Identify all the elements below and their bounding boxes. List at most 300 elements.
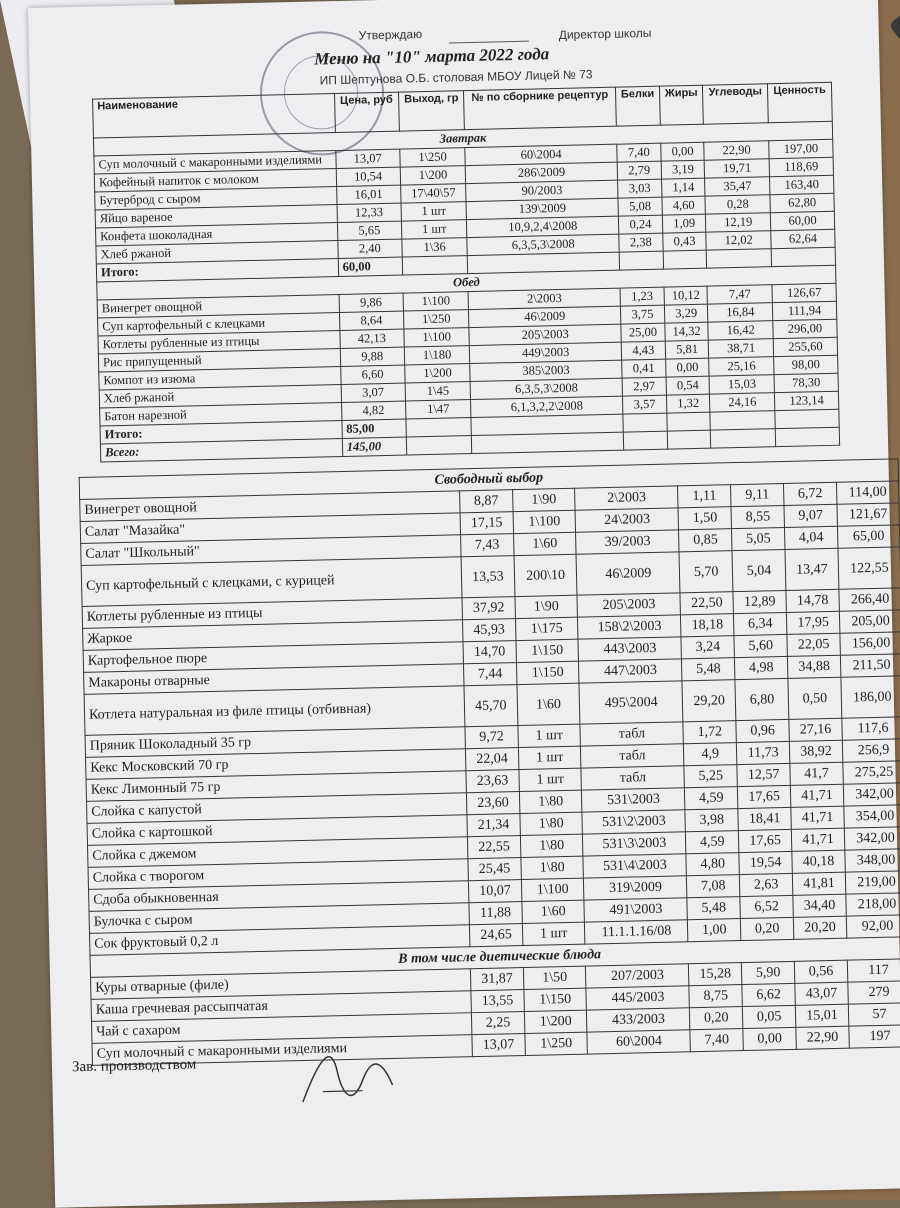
value-cell: 18,41 (738, 807, 791, 830)
value-cell: 0,43 (663, 232, 707, 251)
value-cell: 11.1.1.16/08 (585, 920, 688, 944)
value-cell: 23,60 (466, 792, 519, 815)
footer-label: Зав. производством (71, 1056, 197, 1076)
value-cell: 60\2004 (465, 144, 617, 165)
empty-cell (775, 409, 839, 428)
value-cell: 3,07 (341, 383, 405, 402)
value-cell: 1\200 (400, 166, 466, 185)
value-cell: 17\40\57 (400, 184, 466, 203)
menu-sheet (28, 0, 900, 1208)
dish-name: Котлеты рубленные из птицы (98, 331, 340, 354)
value-cell: 7,47 (707, 285, 772, 304)
value-cell: 35,47 (705, 177, 770, 196)
dish-name: Слойка с джемом (88, 837, 468, 868)
value-cell: 5,81 (665, 340, 709, 359)
value-cell: 41,71 (790, 784, 843, 807)
column-header: Углеводы (703, 84, 769, 124)
value-cell: 123,14 (775, 391, 839, 410)
dish-name: Булочка с сыром (89, 903, 469, 934)
value-cell: 342,00 (844, 827, 900, 850)
value-cell: 16,84 (708, 303, 773, 322)
value-cell: 200\10 (514, 554, 577, 596)
value-cell: 45,93 (462, 619, 515, 642)
main-menu-table (92, 82, 840, 463)
value-cell: 3,57 (622, 395, 666, 414)
value-cell: 13,07 (472, 1033, 525, 1056)
value-cell: 447\2003 (579, 659, 682, 683)
total-label: Итого: (96, 259, 338, 282)
value-cell: 12,02 (706, 231, 771, 250)
value-cell: 1,23 (620, 287, 664, 306)
value-cell: 4,60 (662, 196, 706, 215)
dish-name: Макароны отварные (84, 664, 464, 695)
value-cell: 156,00 (840, 632, 900, 655)
value-cell: 22,90 (704, 141, 769, 160)
column-header: Наименование (93, 94, 336, 138)
value-cell: 4,59 (686, 831, 739, 854)
value-cell: 433/2003 (587, 1008, 690, 1032)
signature-scribble (292, 1040, 404, 1112)
value-cell: 12,89 (733, 590, 786, 613)
value-cell: 1\100 (404, 328, 470, 347)
column-header: Выход, гр (398, 91, 465, 131)
value-cell: 218,00 (846, 893, 900, 916)
value-cell: 42,13 (340, 329, 404, 348)
dish-name: Слойка с картошкой (87, 815, 467, 846)
value-cell: 1\250 (403, 310, 469, 329)
value-cell: 5,48 (682, 658, 735, 681)
value-cell: 531\2\2003 (582, 810, 685, 834)
empty-cell (619, 251, 663, 270)
value-cell: 3,19 (661, 160, 705, 179)
value-cell: 2,25 (471, 1012, 524, 1035)
dish-name: Винегрет овощной (97, 295, 339, 318)
value-cell: 24,65 (469, 924, 522, 947)
value-cell: 41,71 (791, 828, 844, 851)
value-cell: 114,00 (836, 481, 899, 504)
value-cell: 0,00 (661, 142, 705, 161)
value-cell: 7,40 (690, 1029, 743, 1052)
value-cell: 16,42 (708, 321, 773, 340)
value-cell: 1\200 (404, 364, 470, 383)
value-cell: 46\2009 (576, 552, 680, 595)
empty-cell (710, 411, 775, 430)
value-cell: 2\2003 (575, 486, 678, 510)
value-cell: 17,65 (738, 785, 791, 808)
dish-name: Суп молочный с макаронными изделиями (92, 1035, 472, 1066)
value-cell: 6,62 (742, 983, 795, 1006)
value-cell: 495\2004 (579, 681, 683, 724)
value-cell: 8,87 (460, 490, 513, 513)
value-cell: 4,9 (684, 743, 737, 766)
value-cell: 6,60 (340, 365, 404, 384)
value-cell: 1\100 (521, 878, 584, 901)
value-cell: 9,11 (731, 483, 784, 506)
dish-name: Хлеб ржаной (96, 241, 338, 264)
value-cell: 40,18 (792, 850, 845, 873)
dish-name: Кекс Московский 70 гр (86, 749, 466, 780)
value-cell: 15,01 (795, 1004, 848, 1027)
value-cell: 1\90 (512, 488, 575, 511)
value-cell: 39/2003 (576, 530, 679, 554)
empty-cell (663, 250, 707, 269)
value-cell: 2,97 (622, 377, 666, 396)
signature-line (448, 23, 528, 44)
empty-cell (472, 432, 624, 453)
empty-cell (406, 436, 472, 455)
dish-name: Суп картофельный с клецками (98, 313, 340, 336)
value-cell: 1 шт (518, 746, 581, 769)
value-cell: 8,55 (731, 505, 784, 528)
column-header: Цена, руб (334, 92, 399, 132)
value-cell: 9,86 (339, 293, 403, 312)
value-cell: 1 шт (518, 724, 581, 747)
value-cell: 10,12 (664, 286, 708, 305)
value-cell: 4,82 (341, 401, 405, 420)
value-cell: 266,40 (839, 588, 900, 611)
value-cell: 1\45 (405, 382, 471, 401)
value-cell: 2\2003 (468, 288, 620, 309)
value-cell: 158\2\2003 (578, 615, 681, 639)
dish-name: Сок фруктовый 0,2 л (90, 925, 470, 956)
column-header: Ценность (768, 82, 833, 122)
column-header: Белки (615, 86, 660, 126)
value-cell: 45,70 (464, 685, 518, 727)
empty-cell (667, 430, 711, 449)
value-cell: 22,50 (680, 592, 733, 615)
value-cell: 4,04 (785, 526, 838, 549)
value-cell: 11,88 (469, 902, 522, 925)
value-cell: 205\2003 (577, 593, 680, 617)
value-cell: 0,96 (736, 719, 789, 742)
value-cell: 1\36 (402, 238, 468, 257)
value-cell: 37,92 (462, 597, 515, 620)
value-cell: 1,32 (666, 394, 710, 413)
value-cell: 0,54 (666, 376, 710, 395)
value-cell: 7,40 (617, 143, 661, 162)
value-cell: 60,00 (770, 211, 834, 230)
dish-name: Суп молочный с макаронными изделиями (94, 151, 336, 174)
value-cell: 443\2003 (578, 637, 681, 661)
value-cell: 13,07 (336, 149, 400, 168)
value-cell: 15,28 (689, 963, 742, 986)
value-cell: 531\3\2003 (583, 832, 686, 856)
value-cell: 18,18 (681, 614, 734, 637)
value-cell: 24,16 (710, 393, 775, 412)
dish-name: Кекс Лимонный 75 гр (86, 771, 466, 802)
value-cell: 0,85 (679, 529, 732, 552)
value-cell: 25,45 (468, 858, 521, 881)
value-cell: 296,00 (773, 319, 837, 338)
value-cell: 1 шт (401, 220, 467, 239)
value-cell: 0,24 (618, 215, 662, 234)
section-title: Завтрак (93, 121, 832, 156)
value-cell: 117,6 (842, 717, 900, 740)
value-cell: 19,71 (705, 159, 770, 178)
dish-name: Котлета натуральная из филе птицы (отбивная) (84, 686, 465, 736)
value-cell: 65,00 (837, 525, 900, 548)
dish-name: Батон нарезной (100, 402, 342, 425)
value-cell: 13,47 (785, 548, 839, 590)
dish-name: Слойка с капустой (87, 793, 467, 824)
dish-name: Чай с сахаром (92, 1013, 472, 1044)
value-cell: 1\80 (521, 856, 584, 879)
value-cell: 207/2003 (586, 964, 689, 988)
value-cell: 8,75 (689, 985, 742, 1008)
value-cell: 2,63 (740, 873, 793, 896)
dish-name: Пряник Шоколадный 35 гр (85, 727, 465, 758)
value-cell: 5,25 (684, 765, 737, 788)
value-cell: 12,57 (737, 763, 790, 786)
value-cell: 1\180 (404, 346, 470, 365)
value-cell: 0,41 (622, 359, 666, 378)
value-cell: 139\2009 (466, 198, 618, 219)
value-cell: 449\2003 (470, 342, 622, 363)
value-cell: 445/2003 (586, 986, 689, 1010)
value-cell: 0,56 (794, 960, 847, 983)
value-cell: 90/2003 (466, 180, 618, 201)
section-title: Обед (97, 265, 836, 300)
dish-name: Салат "Школьный" (81, 535, 461, 566)
empty-cell (402, 256, 468, 275)
total-value: 85,00 (342, 419, 406, 438)
value-cell: 219,00 (845, 871, 900, 894)
value-cell: 31,87 (470, 968, 523, 991)
value-cell: 122,55 (838, 547, 900, 589)
value-cell: 20,20 (793, 916, 846, 939)
value-cell: 41,7 (790, 762, 843, 785)
value-cell: 57 (848, 1003, 900, 1026)
value-cell: 17,15 (460, 512, 513, 535)
value-cell: 1\200 (524, 1010, 587, 1033)
value-cell: 5,60 (734, 634, 787, 657)
value-cell: 17,95 (786, 611, 839, 634)
free-choice-table (79, 458, 900, 1065)
value-cell: 3,75 (620, 305, 664, 324)
value-cell: 111,94 (772, 301, 836, 320)
value-cell: 2,38 (619, 233, 663, 252)
value-cell: 11,73 (737, 741, 790, 764)
value-cell: 348,00 (845, 849, 900, 872)
value-cell: 38,71 (709, 339, 774, 358)
value-cell: 1,00 (688, 919, 741, 942)
value-cell: 19,54 (739, 851, 792, 874)
value-cell: 385\2003 (470, 360, 622, 381)
dish-name: Картофельное пюре (83, 642, 463, 673)
value-cell: 78,30 (774, 373, 838, 392)
value-cell: 126,67 (772, 283, 836, 302)
value-cell: 6,3,5,3\2008 (467, 234, 619, 255)
value-cell: 205\2003 (469, 324, 621, 345)
value-cell: табл (581, 744, 684, 768)
dish-name: Хлеб ржаной (99, 384, 341, 407)
value-cell: 1 шт (401, 202, 467, 221)
value-cell: 1,11 (678, 485, 731, 508)
value-cell: 1\150 (516, 661, 579, 684)
empty-cell (775, 427, 839, 446)
value-cell: 197,00 (769, 139, 833, 158)
value-cell: 10,07 (468, 880, 521, 903)
value-cell: 5,90 (742, 961, 795, 984)
value-cell: 2,40 (338, 239, 402, 258)
value-cell: 0,20 (690, 1007, 743, 1030)
empty-cell (707, 249, 772, 268)
value-cell: 46\2009 (469, 306, 621, 327)
value-cell: 1\80 (520, 812, 583, 835)
value-cell: 24\2003 (575, 508, 678, 532)
empty-cell (771, 247, 835, 266)
value-cell: 1,09 (662, 214, 706, 233)
value-cell: 21,34 (467, 814, 520, 837)
value-cell: табл (580, 722, 683, 746)
column-header: № по сборнике рецептур (464, 87, 616, 129)
value-cell: 531\2003 (582, 788, 685, 812)
dish-name: Котлеты рубленные из птицы (82, 598, 462, 629)
value-cell: 15,03 (709, 375, 774, 394)
value-cell: 3,29 (664, 304, 708, 323)
value-cell: 319\2009 (584, 876, 687, 900)
value-cell: 3,24 (681, 636, 734, 659)
value-cell: 342,00 (843, 783, 900, 806)
value-cell: 205,00 (839, 610, 900, 633)
value-cell: 22,55 (467, 836, 520, 859)
value-cell: 9,72 (465, 726, 518, 749)
value-cell: 16,01 (336, 185, 400, 204)
value-cell: 13,55 (471, 990, 524, 1013)
dish-name: Каша гречневая рассыпчатая (91, 991, 471, 1022)
value-cell: 14,78 (786, 589, 839, 612)
value-cell: 6,72 (784, 482, 837, 505)
value-cell: 6,52 (740, 895, 793, 918)
value-cell: 4,43 (621, 341, 665, 360)
section-title: Свободный выбор (79, 459, 898, 500)
value-cell: 163,40 (770, 175, 834, 194)
value-cell: 5,08 (618, 197, 662, 216)
value-cell: 211,50 (840, 654, 900, 677)
value-cell: 0,20 (741, 917, 794, 940)
organization-label: ИП Шептунова О.Б. столовая МБОУ Лицей № 73 (319, 67, 593, 88)
value-cell: 6,80 (735, 678, 789, 720)
value-cell: 17,65 (739, 829, 792, 852)
value-cell: 13,53 (461, 556, 515, 598)
value-cell: 9,07 (784, 504, 837, 527)
value-cell: 14,32 (665, 322, 709, 341)
value-cell: 4,80 (686, 853, 739, 876)
value-cell: 60\2004 (587, 1030, 690, 1054)
empty-cell (406, 418, 472, 437)
dish-name: Куры отварные (филе) (91, 969, 471, 1000)
value-cell: 1\150 (524, 988, 587, 1011)
value-cell: 4,59 (685, 787, 738, 810)
value-cell: 354,00 (844, 805, 900, 828)
value-cell: 38,92 (789, 740, 842, 763)
value-cell: 23,63 (466, 770, 519, 793)
value-cell: 1,50 (678, 507, 731, 530)
value-cell: 5,05 (732, 527, 785, 550)
value-cell: 22,05 (787, 633, 840, 656)
value-cell: 118,69 (769, 157, 833, 176)
value-cell: 275,25 (843, 761, 900, 784)
value-cell: 1 шт (519, 768, 582, 791)
dish-name: Компот из изюма (99, 367, 341, 390)
value-cell: 41,81 (792, 872, 845, 895)
value-cell: 9,88 (340, 347, 404, 366)
value-cell: 0,00 (666, 358, 710, 377)
dish-name: Суп картофельный с клецками, с курицей (81, 557, 462, 607)
value-cell: 1\50 (523, 966, 586, 989)
value-cell: 5,65 (337, 221, 401, 240)
value-cell: 279 (848, 981, 900, 1004)
value-cell: 1,14 (661, 178, 705, 197)
value-cell: 6,3,5,3\2008 (471, 378, 623, 399)
value-cell: 92,00 (846, 915, 900, 938)
value-cell: 5,04 (732, 549, 786, 591)
value-cell: 22,90 (796, 1026, 849, 1049)
value-cell: 256,9 (842, 739, 900, 762)
value-cell: 1,72 (683, 721, 736, 744)
value-cell: 10,54 (336, 167, 400, 186)
value-cell: 1\175 (515, 617, 578, 640)
value-cell: 1\90 (515, 595, 578, 618)
value-cell: 1 шт (522, 922, 585, 945)
value-cell: 62,64 (771, 229, 835, 248)
value-cell: 29,20 (682, 680, 736, 722)
value-cell: 43,07 (795, 982, 848, 1005)
value-cell: 1\60 (513, 532, 576, 555)
dish-name: Яйцо вареное (95, 205, 337, 228)
dish-name: Салат "Мазайка" (80, 513, 460, 544)
empty-cell (711, 429, 776, 448)
value-cell: 5,48 (687, 897, 740, 920)
total-value: 145,00 (342, 437, 406, 456)
dish-name: Бутерброд с сыром (95, 187, 337, 210)
menu-title: Меню на "10" марта 2022 года (314, 44, 550, 69)
value-cell: 1\250 (525, 1032, 588, 1055)
value-cell: 0,28 (705, 195, 770, 214)
value-cell: 4,98 (735, 656, 788, 679)
value-cell: 531\4\2003 (583, 854, 686, 878)
dish-name: Жаркое (83, 620, 463, 651)
value-cell: 0,50 (788, 677, 842, 719)
value-cell: 6,34 (734, 612, 787, 635)
dish-name: Винегрет овощной (80, 491, 460, 522)
value-cell: 1\150 (516, 639, 579, 662)
value-cell: 34,40 (793, 894, 846, 917)
total-label: Всего: (100, 438, 342, 461)
total-value: 60,00 (338, 257, 402, 276)
director-label: Директор школы (558, 25, 652, 42)
value-cell: 6,1,3,2,2\2008 (471, 396, 623, 417)
value-cell: 197 (849, 1025, 900, 1048)
value-cell: 117 (847, 959, 900, 982)
value-cell: 98,00 (774, 355, 838, 374)
value-cell: 255,60 (773, 337, 837, 356)
value-cell: 286\2009 (466, 162, 618, 183)
value-cell: 1\80 (519, 790, 582, 813)
value-cell: 3,98 (685, 809, 738, 832)
value-cell: 8,64 (339, 311, 403, 330)
value-cell: табл (581, 766, 684, 790)
value-cell: 62,80 (770, 193, 834, 212)
value-cell: 1\100 (513, 510, 576, 533)
value-cell: 22,04 (465, 748, 518, 771)
value-cell: 1\60 (522, 900, 585, 923)
value-cell: 3,03 (618, 179, 662, 198)
approved-label: Утверждаю (358, 27, 423, 43)
value-cell: 1\47 (405, 400, 471, 419)
dish-name: Конфета шоколадная (96, 223, 338, 246)
value-cell: 1\100 (403, 292, 469, 311)
